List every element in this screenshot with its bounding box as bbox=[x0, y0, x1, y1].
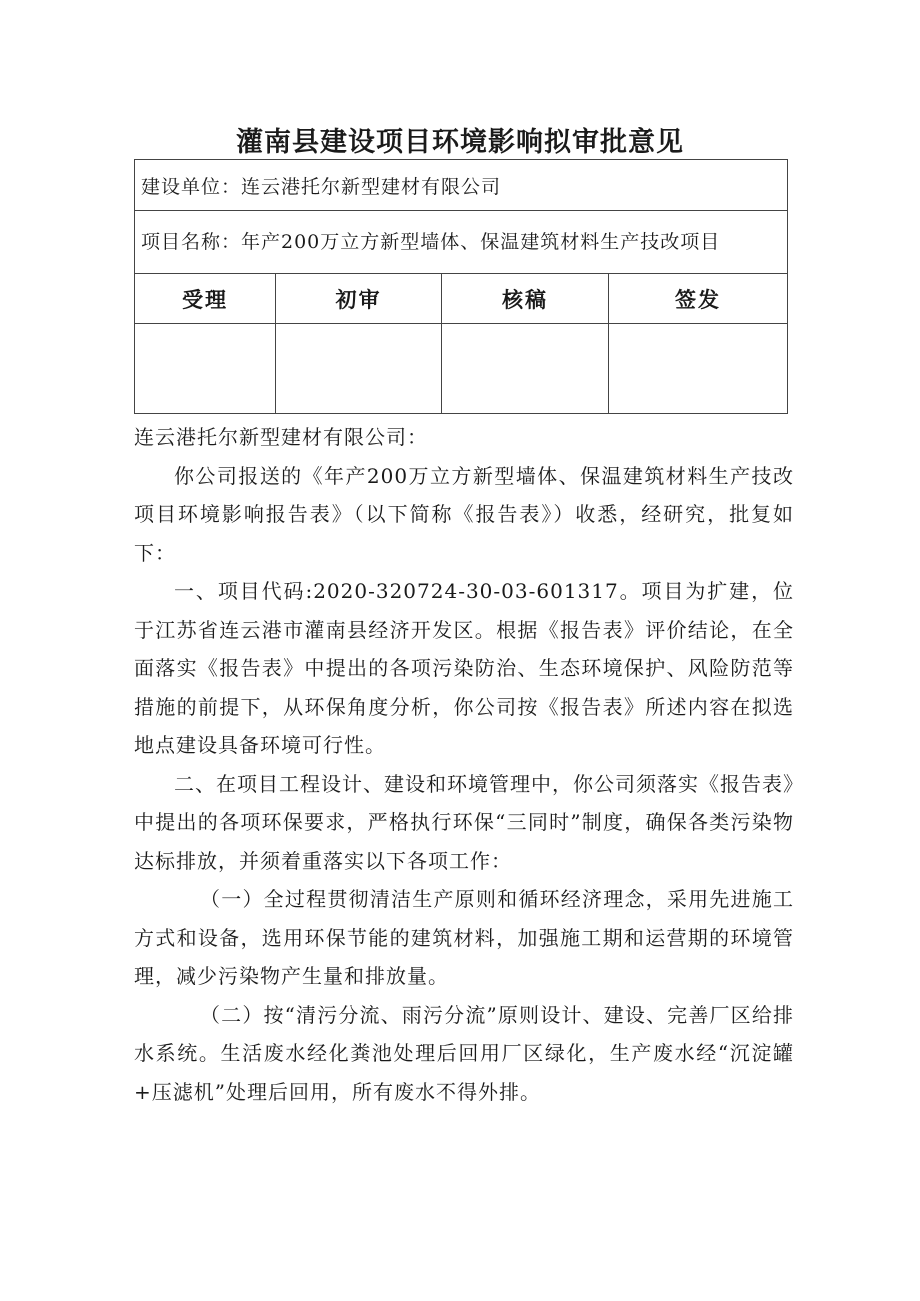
approval-table bbox=[134, 159, 788, 414]
header-initial-review: 初审 bbox=[276, 274, 442, 324]
construction-unit: 建设单位：连云港托尔新型建材有限公司 bbox=[135, 160, 788, 211]
document-body bbox=[134, 418, 794, 1111]
page-title: 灌南县建设项目环境影响拟审批意见 bbox=[236, 127, 684, 158]
cell-initial-review bbox=[276, 324, 442, 414]
paragraph-item-1: 一、项目代码:2020-320724-30-03-601317。项目为扩建，位于江苏省连云港市灌南县经济开发区。根据《报告表》评价结论，在全面落实《报告表》中提出的各项污染防治、生态环境保护、风险防范等措施的前提下，从环保角度分析，你公司按《报告表》所述内容在拟选地点建设具备环境可行性。 bbox=[134, 579, 794, 757]
paragraph-subitem-1: （一）全过程贯彻清洁生产原则和循环经济理念，采用先进施工方式和设备，选用环保节能的建筑材料，加强施工期和运营期的环境管理，减少污染物产生量和排放量。 bbox=[134, 887, 794, 988]
addressee: 连云港托尔新型建材有限公司： bbox=[134, 425, 428, 449]
header-accept: 受理 bbox=[135, 274, 276, 324]
project-row bbox=[135, 211, 788, 274]
header-check-draft: 核稿 bbox=[442, 274, 609, 324]
paragraph-item-2: 二、在项目工程设计、建设和环境管理中，你公司须落实《报告表》中提出的各项环保要求，严格执行环保“三同时”制度，确保各类污染物达标排放，并须着重落实以下各项工作： bbox=[134, 771, 794, 873]
project-name: 项目名称：年产200万立方新型墙体、保温建筑材料生产技改项目 bbox=[135, 211, 788, 274]
signoff-blank-row bbox=[135, 324, 788, 414]
cell-accept bbox=[135, 324, 276, 414]
header-sign-issue: 签发 bbox=[609, 274, 788, 324]
cell-sign-issue bbox=[609, 324, 788, 414]
paragraph-intro: 你公司报送的《年产200万立方新型墙体、保温建筑材料生产技改项目环境影响报告表》（以下简称《报告表》）收悉，经研究，批复如下： bbox=[134, 463, 794, 565]
paragraph-subitem-2: （二）按“清污分流、雨污分流”原则设计、建设、完善厂区给排水系统。生活废水经化粪池处理后回用厂区绿化，生产废水经“沉淀罐+压滤机”处理后回用，所有废水不得外排。 bbox=[134, 1002, 794, 1104]
cell-check-draft bbox=[442, 324, 609, 414]
unit-row bbox=[135, 160, 788, 211]
signoff-header-row bbox=[135, 274, 788, 324]
